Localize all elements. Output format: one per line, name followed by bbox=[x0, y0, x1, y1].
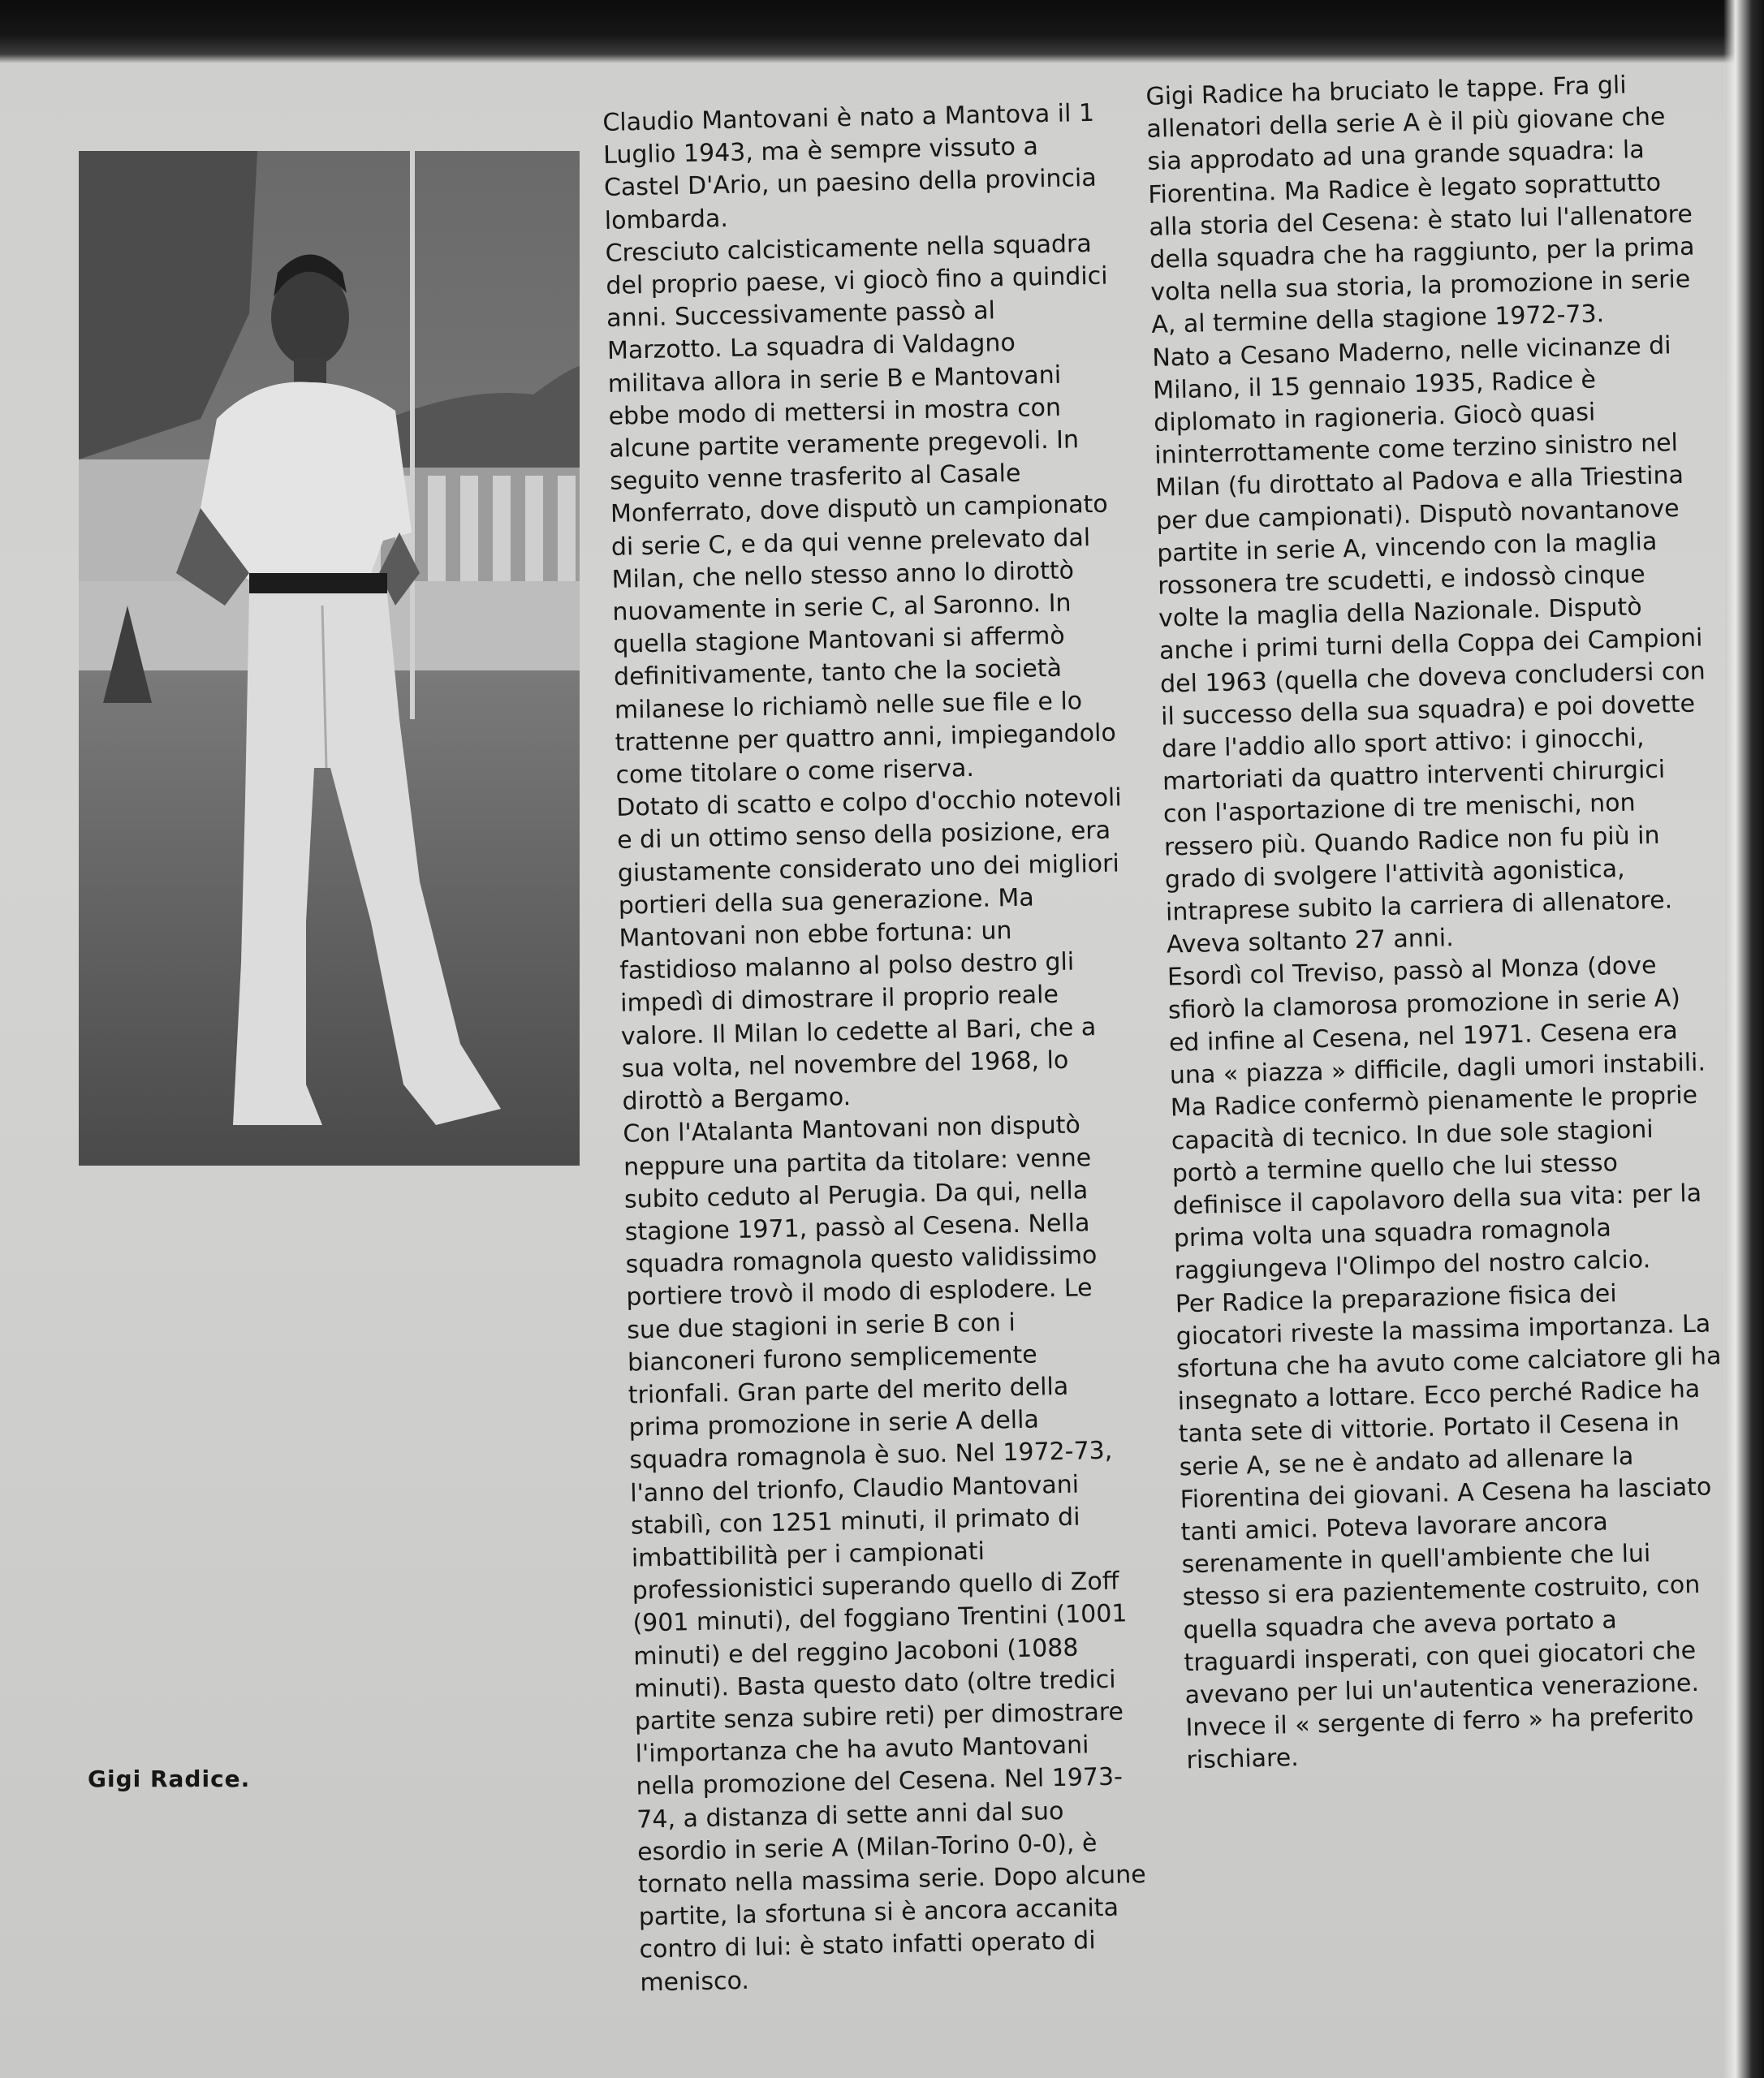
paragraph: Claudio Mantovani è nato a Mantova il 1 Luglio 1943, ma è sempre vissuto a Castel D'Ario, un paesino della provincia lombarda. bbox=[602, 98, 1098, 235]
paragraph: Esordì col Treviso, passò al Monza (dove sfiorò la clamorosa promozione in serie A) ed infine al Cesena, nel 1971. Cesena era una « piazza » difficile, dagli umori instabili. Ma Radice confermò pienamente le proprie capacità di tecnico. In due sole stagioni portò a termine quello che lui stesso definisce il capolavoro della sua vita: per la prima volta una squadra romagnola raggiungeva l'Olimpo del nostro calcio. bbox=[1167, 951, 1706, 1286]
portrait-photo-illustration bbox=[79, 151, 580, 1166]
page-right-edge bbox=[1723, 0, 1764, 2078]
paragraph: Per Radice la preparazione fisica dei giocatori riveste la massima importanza. La sfortuna che ha avuto come calciatore gli ha insegnato a lottare. Ecco perché Radice ha tanta sete di vittorie. Portato il Cesena in serie A, se ne è andato ad allenare la Fiorentina dei giovani. A Cesena ha lasciato tanti amici. Poteva lavorare ancora serenamente in quell'ambiente che lui stesso si era pazientemente costruito, con quella squadra che aveva portato a traguardi insperati, con quei giocatori che avevano per lui un'autentica venerazione. Invece il « sergente di ferro » ha preferito rischiare. bbox=[1175, 1278, 1722, 1775]
paragraph: Dotato di scatto e colpo d'occhio notevoli e di un ottimo senso della posizione, era giustamente considerato uno dei migliori portieri della sua generazione. Ma Mantovani non ebbe fortuna: un fastidioso malanno al polso destro gli impedì di dimostrare il proprio reale valore. Il Milan lo cedette al Bari, che a sua volta, nel novembre del 1968, lo dirottò a Bergamo. bbox=[615, 783, 1123, 1116]
photo-caption: Gigi Radice. bbox=[88, 1765, 251, 1792]
paragraph: Con l'Atalanta Mantovani non disputò neppure una partita da titolare: venne subito ceduto al Perugia. Da qui, nella stagione 1971, passò al Cesena. Nella squadra romagnola questo validissimo portiere trovò il modo di esplodere. Le sue due stagioni in serie B con i bianconeri furono semplicemente trionfali. Gran parte del merito della prima promozione in serie A della squadra romagnola è suo. Nel 1972-73, l'anno del trionfo, Claudio Mantovani stabilì, con 1251 minuti, il primato di imbattibilità per i campionati professionistici superando quello di Zoff (901 minuti), del foggiano Trentini (1001 minuti) e del reggino Jacoboni (1088 minuti). Basta questo dato (oltre tredici partite senza subire reti) per dimostrare l'importanza che ha avuto Mantovani nella promozione del Cesena. Nel 1973-74, a distanza di sette anni dal suo esordio in serie A (Milan-Torino 0-0), è tornato nella massima serie. Dopo alcune partite, la sfortuna si è ancora accanita contro di lui: è stato infatti operato di menisco. bbox=[623, 1110, 1146, 1998]
paragraph: Nato a Cesano Maderno, nelle vicinanze di Milano, il 15 gennaio 1935, Radice è diplomato in ragioneria. Giocò quasi ininterrottamente come terzino sinistro nel Milan (fu dirottato al Padova e alla Triestina per due campionati). Disputò novantanove partite in serie A, vincendo con la maglia rossonera tre scudetti, e indossò cinque volte la maglia della Nazionale. Disputò anche i primi turni della Coppa dei Campioni del 1963 (quella che doveva concludersi con il successo della sua squadra) e poi dovette dare l'addio allo sport attivo: i ginocchi, martoriati da quattro interventi chirurgici con l'asportazione di tre menischi, non ressero più. Quando Radice non fu più in grado di svolgere l'attività agonistica, intraprese subito la carriera di allenatore. Aveva soltanto 27 anni. bbox=[1151, 330, 1706, 959]
page-top-shadow bbox=[0, 0, 1764, 63]
paragraph: Cresciuto calcisticamente nella squadra del proprio paese, vi giocò fino a quindici anni. Successivamente passò al Marzotto. La squadra di Valdagno militava allora in serie B e Mantovani ebbe modo di mettersi in mostra con alcune partite veramente pregevoli. In seguito venne trasferito al Casale Monferrato, dove disputò un campionato di serie C, e da qui venne prelevato dal Milan, che nello stesso anno lo dirottò nuovamente in serie C, al Saronno. In quella stagione Mantovani si affermò definitivamente, tanto che la società milanese lo richiamò nelle sue file e lo trattenne per quattro anni, impiegandolo come titolare o come riserva. bbox=[605, 229, 1117, 790]
portrait-photo bbox=[79, 151, 580, 1166]
article-column-2 bbox=[1145, 67, 1736, 1777]
paragraph: Gigi Radice ha bruciato le tappe. Fra gli allenatori della serie A è il più giovane che sia approdato ad una grande squadra: la Fiorentina. Ma Radice è legato soprattutto alla storia del Cesena: è stato lui l'allenatore della squadra che ha raggiunto, per la prima volta nella sua storia, la promozione in serie A, al termine della stagione 1972-73. bbox=[1145, 71, 1695, 340]
article-column-1 bbox=[602, 97, 1150, 1999]
